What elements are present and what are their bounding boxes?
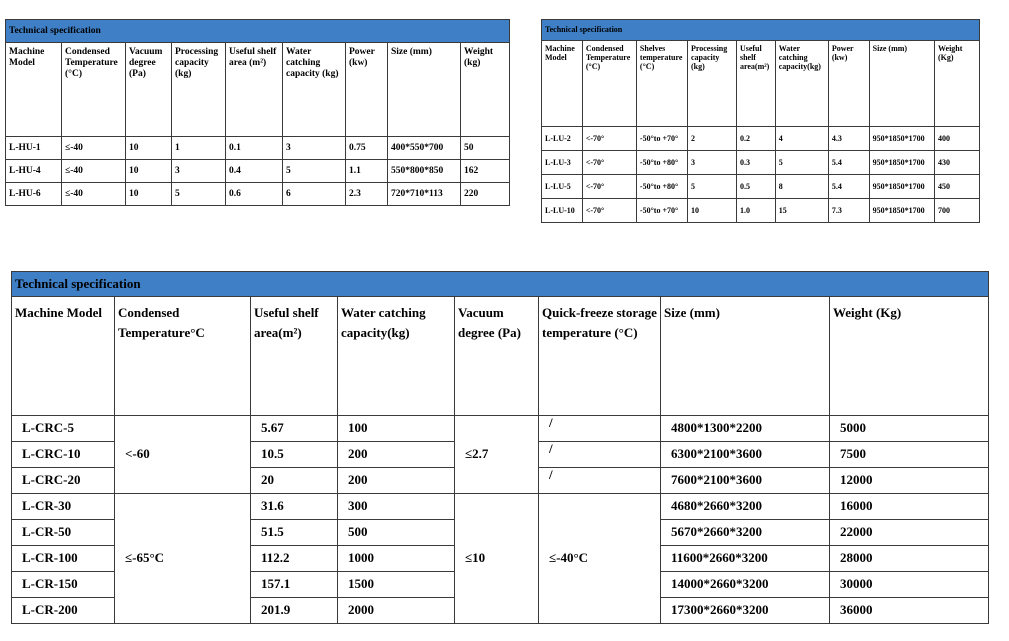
col-header: Water catching capacity(kg): [338, 297, 455, 416]
table-cell: 0.1: [226, 137, 283, 160]
table-cell: 0.4: [226, 160, 283, 183]
table-cell: 14000*2660*3200: [661, 572, 830, 598]
table-cell: 300: [338, 494, 455, 520]
table-cell: 0.3: [736, 151, 775, 175]
table-cell: -50°to +70°: [636, 199, 687, 223]
table-cell: 2000: [338, 598, 455, 624]
table-cell: 28000: [830, 546, 989, 572]
table-cell: 5000: [830, 416, 989, 442]
table-cell: ≤2.7: [455, 416, 539, 494]
table-row: [542, 127, 980, 151]
table-cell: 10: [126, 183, 172, 206]
col-header: Condensed Temperature (°C): [582, 41, 636, 127]
table-row: [12, 494, 989, 520]
table-cell: 201.9: [251, 598, 338, 624]
table-cell: 950*1850*1700: [869, 199, 934, 223]
table-row: [542, 175, 980, 199]
table-cell: 4: [775, 127, 828, 151]
table-cell: 700: [934, 199, 979, 223]
table-cell: ≤-40: [62, 160, 126, 183]
table-cell: <-70°: [582, 199, 636, 223]
table-cell: 5: [687, 175, 736, 199]
col-header: Processing capacity (kg): [172, 43, 226, 137]
table-cell: 5670*2660*3200: [661, 520, 830, 546]
table-cell: L-CR-200: [12, 598, 115, 624]
table-cell: 50: [461, 137, 510, 160]
col-header: Water catching capacity (kg): [283, 43, 346, 137]
table-row: [6, 160, 510, 183]
table-cell: 112.2: [251, 546, 338, 572]
table-cell: ≤-40: [62, 137, 126, 160]
table-cell: 400: [934, 127, 979, 151]
col-header: Useful shelf area(m²): [251, 297, 338, 416]
col-header: Processing capacity (kg): [687, 41, 736, 127]
table-cell: 7500: [830, 442, 989, 468]
table-cell: 5: [775, 151, 828, 175]
table-cell: 4680*2660*3200: [661, 494, 830, 520]
table-row: [12, 416, 989, 442]
table-cell: L-HU-1: [6, 137, 62, 160]
table-cell: L-CR-100: [12, 546, 115, 572]
table-cell: L-HU-6: [6, 183, 62, 206]
col-header: Weight (kg): [461, 43, 510, 137]
table-cell: ≤-65°C: [115, 494, 251, 624]
table-cell: 430: [934, 151, 979, 175]
table-cell: 16000: [830, 494, 989, 520]
table-cell: 10.5: [251, 442, 338, 468]
spec-table-cr: [11, 271, 989, 624]
col-header: Size (mm): [661, 297, 830, 416]
col-header: Vacuum degree (Pa): [126, 43, 172, 137]
table-cell: 400*550*700: [388, 137, 461, 160]
table-cell: 2.3: [346, 183, 388, 206]
table-cell: 11600*2660*3200: [661, 546, 830, 572]
table-row: [6, 137, 510, 160]
col-header: Power (kw): [346, 43, 388, 137]
table-cell: 3: [283, 137, 346, 160]
table-cell: 22000: [830, 520, 989, 546]
table-cell: 1.0: [736, 199, 775, 223]
col-header: Water catching capacity(kg): [775, 41, 828, 127]
table-cell: 10: [687, 199, 736, 223]
table-cell: /: [539, 442, 661, 468]
table-cell: L-CR-150: [12, 572, 115, 598]
table-cell: 950*1850*1700: [869, 127, 934, 151]
table-cell: 500: [338, 520, 455, 546]
table-cell: L-CR-50: [12, 520, 115, 546]
col-header: Weight (Kg): [830, 297, 989, 416]
table-cell: ≤-40°C: [539, 494, 661, 624]
table-cell: 0.2: [736, 127, 775, 151]
table-cell: 0.6: [226, 183, 283, 206]
table-cell: /: [539, 468, 661, 494]
table-cell: 5: [283, 160, 346, 183]
table-cell: 20: [251, 468, 338, 494]
table-cell: 12000: [830, 468, 989, 494]
table-cell: 950*1850*1700: [869, 151, 934, 175]
table-title: Technical specification: [6, 20, 510, 43]
table-cell: 720*710*113: [388, 183, 461, 206]
table-cell: 5: [172, 183, 226, 206]
table-cell: 200: [338, 468, 455, 494]
table-row: [6, 183, 510, 206]
col-header: Condensed Temperature (°C): [62, 43, 126, 137]
table-cell: 17300*2660*3200: [661, 598, 830, 624]
table-cell: 51.5: [251, 520, 338, 546]
table-cell: 5.4: [828, 151, 869, 175]
table-cell: 7600*2100*3600: [661, 468, 830, 494]
table-cell: -50°to +80°: [636, 151, 687, 175]
table-cell: /: [539, 416, 661, 442]
table-cell: 3: [172, 160, 226, 183]
table-cell: 4.3: [828, 127, 869, 151]
table-cell: 3: [687, 151, 736, 175]
table-cell: 1.1: [346, 160, 388, 183]
table-row: [542, 199, 980, 223]
col-header: Useful shelf area (m²): [226, 43, 283, 137]
table-cell: L-LU-10: [542, 199, 583, 223]
table-title: Technical specification: [542, 20, 980, 41]
table-cell: 157.1: [251, 572, 338, 598]
col-header: Size (mm): [869, 41, 934, 127]
table-cell: -50°to +80°: [636, 175, 687, 199]
col-header: Machine Model: [6, 43, 62, 137]
col-header: Size (mm): [388, 43, 461, 137]
col-header: Weight (Kg): [934, 41, 979, 127]
table-cell: 950*1850*1700: [869, 175, 934, 199]
table-cell: 30000: [830, 572, 989, 598]
table-cell: 8: [775, 175, 828, 199]
table-cell: 4800*1300*2200: [661, 416, 830, 442]
table-cell: 550*800*850: [388, 160, 461, 183]
table-cell: 6300*2100*3600: [661, 442, 830, 468]
spec-table-hu: [5, 19, 510, 206]
table-cell: L-CRC-5: [12, 416, 115, 442]
table-cell: ≤10: [455, 494, 539, 624]
table-cell: L-CRC-20: [12, 468, 115, 494]
table-cell: L-HU-4: [6, 160, 62, 183]
table-cell: 162: [461, 160, 510, 183]
col-header: Machine Model: [12, 297, 115, 416]
table-cell: L-LU-5: [542, 175, 583, 199]
table-cell: 450: [934, 175, 979, 199]
table-cell: <-60: [115, 416, 251, 494]
table-cell: 0.5: [736, 175, 775, 199]
col-header: Condensed Temperature°C: [115, 297, 251, 416]
table-cell: 2: [687, 127, 736, 151]
col-header: Machine Model: [542, 41, 583, 127]
table-cell: L-LU-3: [542, 151, 583, 175]
table-cell: 10: [126, 160, 172, 183]
table-cell: -50°to +70°: [636, 127, 687, 151]
table-row: [542, 151, 980, 175]
table-cell: 100: [338, 416, 455, 442]
table-cell: 15: [775, 199, 828, 223]
table-cell: L-LU-2: [542, 127, 583, 151]
table-cell: 36000: [830, 598, 989, 624]
table-cell: 220: [461, 183, 510, 206]
col-header: Vacuum degree (Pa): [455, 297, 539, 416]
table-cell: 1500: [338, 572, 455, 598]
table-cell: 6: [283, 183, 346, 206]
table-cell: <-70°: [582, 127, 636, 151]
table-cell: 1000: [338, 546, 455, 572]
table-cell: 200: [338, 442, 455, 468]
col-header: Useful shelf area(m²): [736, 41, 775, 127]
table-cell: 10: [126, 137, 172, 160]
table-cell: 5.4: [828, 175, 869, 199]
table-cell: L-CRC-10: [12, 442, 115, 468]
col-header: Shelves temperature (°C): [636, 41, 687, 127]
col-header: Quick-freeze storage temperature (°C): [539, 297, 661, 416]
table-cell: L-CR-30: [12, 494, 115, 520]
table-cell: <-70°: [582, 151, 636, 175]
spec-table-lu: [541, 19, 980, 223]
table-title: Technical specification: [12, 272, 989, 297]
table-cell: <-70°: [582, 175, 636, 199]
col-header: Power (kw): [828, 41, 869, 127]
table-cell: 0.75: [346, 137, 388, 160]
table-cell: ≤-40: [62, 183, 126, 206]
table-cell: 1: [172, 137, 226, 160]
table-cell: 7.3: [828, 199, 869, 223]
table-cell: 31.6: [251, 494, 338, 520]
table-cell: 5.67: [251, 416, 338, 442]
